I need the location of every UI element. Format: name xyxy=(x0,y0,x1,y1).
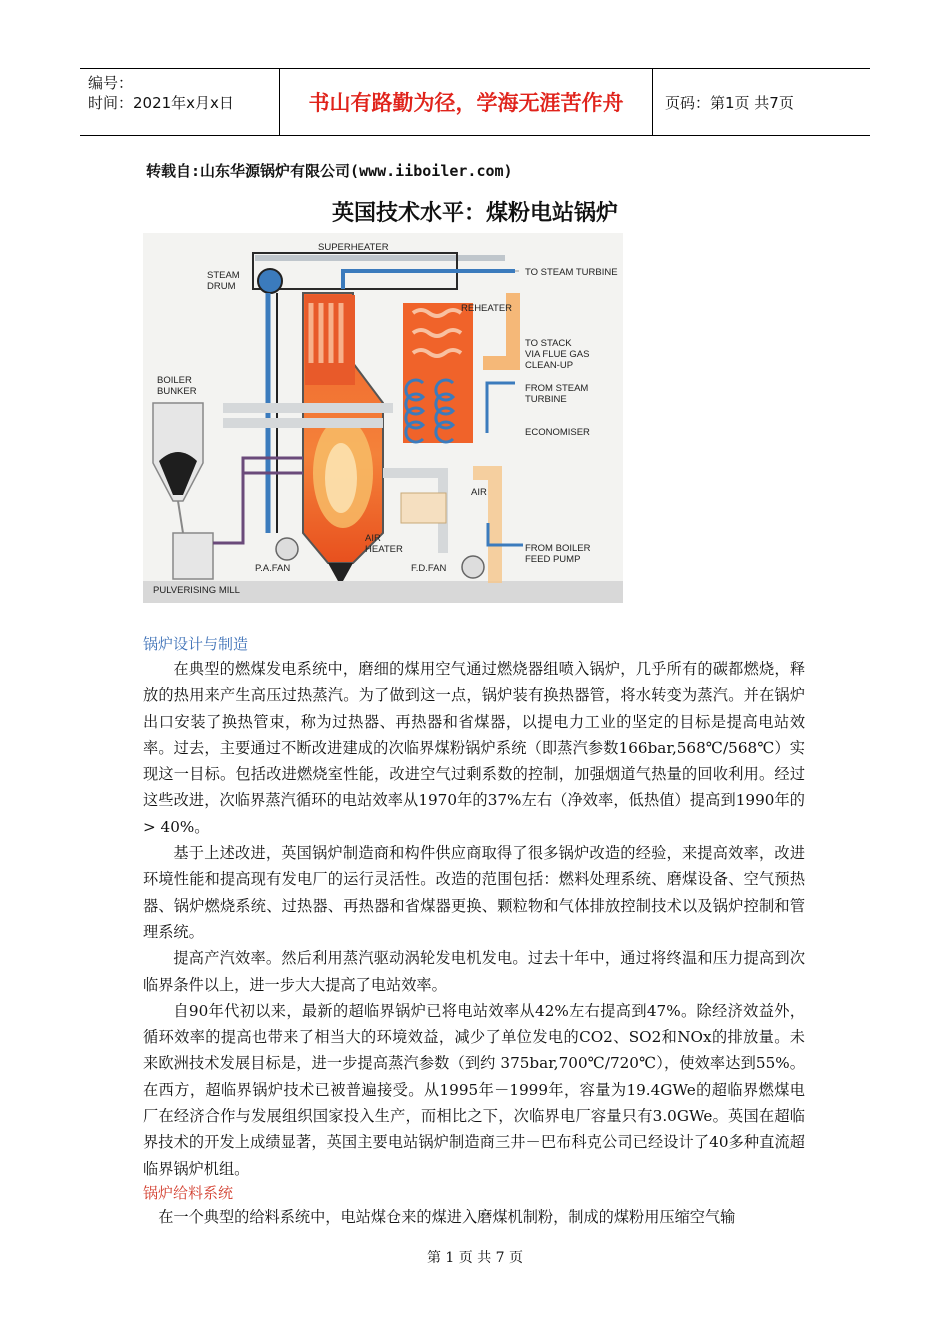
label-pulverising-mill: PULVERISING MILL xyxy=(153,585,240,596)
section-body-design xyxy=(143,656,805,1182)
label-to-stack-1: TO STACK xyxy=(525,338,572,349)
page-title: 英国技术水平：煤粉电站锅炉 xyxy=(331,201,618,226)
label-to-stack-2: VIA FLUE GAS xyxy=(525,349,590,360)
label-to-steam-turbine: TO STEAM TURBINE xyxy=(525,267,618,278)
label-fd-fan: F.D.FAN xyxy=(411,563,447,574)
section-heading-design: 锅炉设计与制造 xyxy=(143,635,249,653)
label-superheater: SUPERHEATER xyxy=(318,242,389,253)
label-economiser: ECONOMISER xyxy=(525,427,590,438)
label-air-heater-1: AIR xyxy=(365,533,381,544)
section-body-feed xyxy=(143,1204,805,1230)
label-air-heater-2: HEATER xyxy=(365,544,403,555)
paragraph: 自90年代初以来，最新的超临界锅炉已将电站效率从42%左右提高到47%。除经济效益外，循环效率的提高也带来了相当大的环境效益，减少了单位发电的CO2、SO2和NOx的排放量。未来欧洲技术发展目标是，进一步提高蒸汽参数（到约 375bar,700℃/720℃），使效率达到55%。在西方，超临界锅炉技术已被普遍接受。从1995年－1999年，容量为19.4GWe的超临界燃煤电厂在经济合作与发展组织国家投入生产，而相比之下，次临界电厂容量只有3.0GWe。英国在超临界技术的开发上成绩显著，英国主要电站锅炉制造商三井－巴布科克公司已经设计了40多种直流超临界锅炉机组。 xyxy=(143,1001,805,1178)
label-reheater: REHEATER xyxy=(461,303,513,314)
boiler-diagram xyxy=(143,233,623,603)
label-steam-drum-2: DRUM xyxy=(207,281,236,292)
header-meta xyxy=(80,69,280,135)
section-heading-feed: 锅炉给料系统 xyxy=(143,1184,234,1202)
header-motto: 书山有路勤为径，学海无涯苦作舟 xyxy=(280,69,653,135)
label-boiler-bunker-2: BUNKER xyxy=(157,386,197,397)
paragraph: 基于上述改进，英国锅炉制造商和构件供应商取得了很多锅炉改造的经验，来提高效率，改进环境性能和提高现有发电厂的运行灵活性。改造的范围包括：燃料处理系统、磨煤设备、空气预热器、锅炉燃烧系统、过热器、再热器和省煤器更换、颗粒物和气体排放控制技术以及锅炉控制和管理系统。 xyxy=(143,844,805,941)
label-feed-pump-2: FEED PUMP xyxy=(525,554,581,565)
page-footer: 第 1 页 共 7 页 xyxy=(426,1250,524,1266)
paragraph: 在一个典型的给料系统中，电站煤仓来的煤进入磨煤机制粉，制成的煤粉用压缩空气输 xyxy=(158,1208,736,1226)
paragraph: 提高产汽效率。然后利用蒸汽驱动涡轮发电机发电。过去十年中，通过将终温和压力提高到次临界条件以上，进一步大大提高了电站效率。 xyxy=(143,949,805,994)
label-from-turbine-1: FROM STEAM xyxy=(525,383,589,394)
paragraph: 在典型的燃煤发电系统中，磨细的煤用空气通过燃烧器组喷入锅炉，几乎所有的碳都燃烧，释放的热用来产生高压过热蒸汽。为了做到这一点，锅炉装有换热器管，将水转变为蒸汽。并在锅炉出口安装了换热管束，称为过热器、再热器和省煤器，以提电力工业的坚定的目标是提高电站效率。过去，主要通过不断改进建成的次临界煤粉锅炉系统（即蒸汽参数166bar,568℃/568℃）实现这一目标。包括改进燃烧室性能，改进空气过剩系数的控制，加强烟道气热量的回收利用。经过这些改进，次临界蒸汽循环的电站效率从1970年的37%左右（净效率，低热值）提高到1990年的> 40%。 xyxy=(143,660,805,836)
document-header xyxy=(80,68,870,136)
source-line: 转载自:山东华源锅炉有限公司(www.iiboiler.com) xyxy=(146,162,513,180)
label-air: AIR xyxy=(471,487,487,498)
time-label: 时间：2021年x月x日 xyxy=(88,94,234,112)
label-from-turbine-2: TURBINE xyxy=(525,394,567,405)
header-page-info: 页码：第1页 共7页 xyxy=(665,93,794,112)
label-feed-pump-1: FROM BOILER xyxy=(525,543,591,554)
label-to-stack-3: CLEAN-UP xyxy=(525,360,574,371)
label-steam-drum-1: STEAM xyxy=(207,270,240,281)
label-pa-fan: P.A.FAN xyxy=(255,563,291,574)
number-label: 编号： xyxy=(88,74,134,92)
label-boiler-bunker-1: BOILER xyxy=(157,375,192,386)
